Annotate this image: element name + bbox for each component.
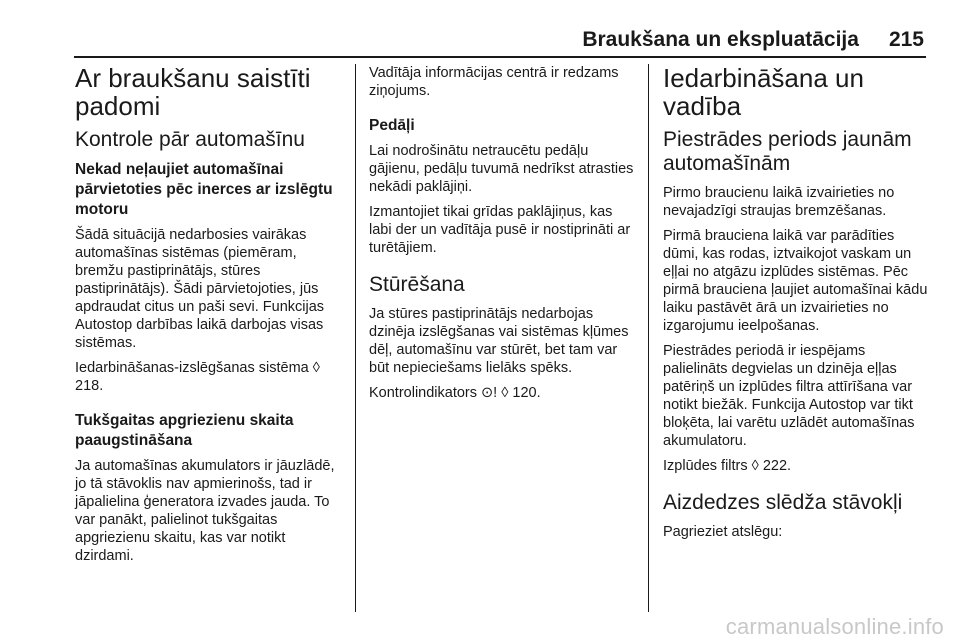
paragraph-dic-message: Vadītāja informācijas centrā ir redzams ziņojums. [369, 65, 619, 99]
subheading-running-in: Piestrādes periods jaunām automašīnām [663, 128, 912, 175]
paragraph-pedals-2: Izmantojiet tikai grīdas paklājiņus, kas labi der un vadītāja pusē ir nostiprināti ar turētājiem. [369, 204, 631, 256]
paragraph-running-in-2: Pirmā brauciena laikā var parādīties dūmi, kas rodas, iztvaikojot vaskam un eļļai no atgāzu izplūdes sistēmas. Pēc pirmā brauciena ļaujiet automašīnai kādu laiku pastāvēt ārā un izvairieties no izgarojumu ieelpošanas. [663, 228, 928, 334]
heading-pedals: Pedāļi [369, 117, 415, 134]
paragraph-turn-key: Pagrieziet atslēgu: [663, 524, 783, 540]
subheading-steering: Stūrēšana [369, 273, 465, 296]
paragraph-pedals-1: Lai nodrošinātu netraucētu pedāļu gājienu, pedāļu tuvumā nedrīkst atrasties nekādi paklājiņi. [369, 143, 634, 195]
paragraph-running-in-3: Piestrādes periodā ir iespējams palielināts degvielas un dzinēja eļļas patēriņš un izplūdes filtra attīrīšana var notikt biežāk. Funkcija Autostop var tikt bloķēta, lai varētu uzlādēt automašīnas akumulatoru. [663, 343, 915, 449]
heading-no-coasting: Nekad neļaujiet automašīnai pārvietoties pēc inerces ar izslēgtu motoru [75, 161, 333, 218]
column-divider-1 [355, 64, 356, 612]
page-number: 215 [888, 28, 924, 51]
section-title: Braukšana un ekspluatācija [582, 28, 859, 51]
paragraph-idle-speed: Ja automašīnas akumulators ir jāuzlādē, jo tā stāvoklis nav apmierinošs, tad ir jāpalielina ģeneratora izvades jauda. To var panākt, palielinot tukšgaitas apgriezienu skaitu, kas var notikt dzirdami. [75, 458, 335, 564]
header-rule [74, 56, 926, 58]
section-heading-starting: Iedarbināšana un vadība [663, 63, 864, 121]
paragraph-running-in-1: Pirmo braucienu laikā izvairieties no nevajadzīgi straujas bremzēšanas. [663, 185, 895, 219]
paragraph-exhaust-filter-ref: Izplūdes filtrs ◊ 222. [663, 458, 792, 474]
running-header [74, 28, 924, 52]
column-3 [663, 64, 933, 548]
column-divider-2 [648, 64, 649, 612]
subheading-vehicle-control: Kontrole pār automašīnu [75, 128, 305, 151]
subheading-ignition-positions: Aizdedzes slēdža stāvokļi [663, 491, 903, 514]
watermark: carmanualsonline.info [725, 614, 944, 639]
paragraph-stop-start-ref: Iedarbināšanas-izslēgšanas sistēma ◊ 218. [75, 360, 320, 394]
column-1 [75, 64, 345, 572]
paragraph-steering: Ja stūres pastiprinātājs nedarbojas dzinēja izslēgšanas vai sistēmas kļūmes dēļ, automašīnu var stūrēt, bet tam var būt nepieciešams lielāks spēks. [369, 306, 629, 376]
section-heading-driving-tips: Ar braukšanu saistīti padomi [75, 63, 311, 121]
paragraph-coasting-warning: Šādā situācijā nedarbosies vairākas automašīnas sistēmas (piemēram, bremžu pastiprinātājs, stūres pastiprinātājs). Šādi pārvietojoties, jūs apdraudat citus un paši sevi. Funkcijas Autostop darbības laikā darbojas visas sistēmas. [75, 227, 325, 351]
paragraph-control-indicator: Kontrolindikators ⊙! ◊ 120. [369, 385, 541, 401]
column-2 [369, 64, 635, 409]
heading-idle-speed: Tukšgaitas apgriezienu skaita paaugstināšana [75, 412, 294, 449]
